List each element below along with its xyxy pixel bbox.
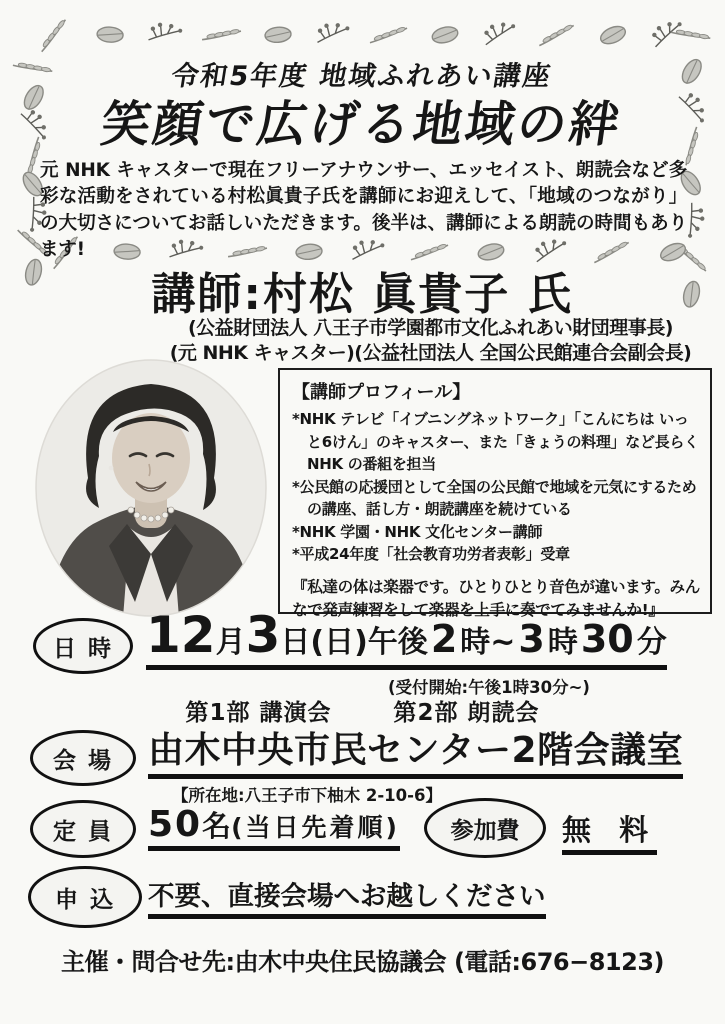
sprig-icon — [537, 22, 577, 49]
reception-note: (受付開始:午後1時30分~) — [388, 678, 590, 697]
profile-box — [278, 368, 712, 619]
capacity-badge: 定 員 — [30, 800, 136, 858]
leaf-border-top — [34, 10, 685, 60]
leaf-icon — [597, 23, 631, 47]
end-hour: 3 — [518, 617, 545, 661]
sprig-icon — [202, 22, 242, 49]
leaf-icon — [262, 23, 296, 47]
program-part-1: 第1部 講演会 — [185, 700, 332, 726]
fee-value: 無 料 — [562, 808, 657, 855]
berry-sprig-icon — [148, 22, 182, 48]
profile-item: *NHK 学園・NHK 文化センター講師 — [292, 522, 543, 541]
leaf-icon — [429, 23, 463, 47]
venue-address: 【所在地:八王子市下柚木 2-10-6】 — [172, 786, 442, 805]
profile-item-list — [292, 408, 700, 566]
credential-line-2: (元 NHK キャスター)(公益社団法人 全国公民館連合会副会長) — [169, 342, 692, 365]
day-number: 3 — [245, 606, 281, 664]
month-number: 12 — [146, 606, 216, 664]
leaf-icon — [94, 23, 128, 47]
intro-text: 元 NHK キャスターで現在フリーアナウンサー、エッセイスト、朗読会など多彩な活動をされている村松眞貴子氏を講師にお迎えして、「地域のつながり」の大切さについてお話しいただきます。後半は、講師による朗読の時間もあります! — [40, 160, 687, 260]
capacity-value: 50名(当日先着順) — [148, 804, 400, 851]
fee-badge: 参加費 — [424, 798, 546, 858]
sprig-icon — [671, 22, 711, 49]
berry-sprig-icon — [316, 22, 350, 48]
end-minute: 30 — [580, 617, 634, 661]
organizer-contact-line: 主催・問合せ先:由木中央住民協議会 (電話:676−8123) — [61, 948, 664, 976]
page-title: 笑顔で広げる地域の絆 — [97, 96, 627, 153]
lecturer-quote: 『私達の体は楽器です。ひとりひとり音色が違います。みんなで発声練習をして楽器を上手に奏でてみませんか!』 — [292, 577, 700, 619]
datetime-badge: 日 時 — [33, 618, 133, 674]
venue-value: 由木中央市民センター2階会議室 — [148, 722, 683, 779]
lecturer-photo — [33, 358, 270, 622]
datetime-value: 12月3日(日)午後2 時~3 時30 分 — [146, 606, 667, 670]
sprig-icon — [34, 22, 74, 49]
profile-heading: 【講師プロフィール】 — [292, 382, 471, 403]
berry-sprig-icon — [483, 22, 517, 48]
profile-item: *平成24年度「社会教育功労者表彰」受章 — [292, 545, 570, 563]
application-badge: 申 込 — [28, 866, 142, 928]
sprig-icon — [369, 22, 409, 49]
start-hour: 2 — [430, 617, 458, 661]
venue-badge: 会 場 — [30, 730, 136, 786]
lecturer-heading: 講師:村松 眞貴子 氏 — [151, 269, 574, 320]
application-value: 不要、直接会場へお越しください — [148, 874, 546, 919]
profile-item: *NHK テレビ「イブニングネットワーク」「こんにちは いっと6けん」のキャスター、また「きょうの料理」など長らく NHK の番組を担当 — [292, 410, 699, 473]
page-subtitle: 令和5年度 地域ふれあい講座 — [169, 61, 555, 92]
profile-item: *公民館の応援団として全国の公民館で地域を元気にするための講座、話し方・朗読講座を続けている — [292, 477, 697, 518]
program-part-2: 第2部 朗読会 — [393, 700, 540, 726]
credential-line-1: (公益財団法人 八王子市学園都市文化ふれあい財団理事長) — [188, 317, 673, 339]
